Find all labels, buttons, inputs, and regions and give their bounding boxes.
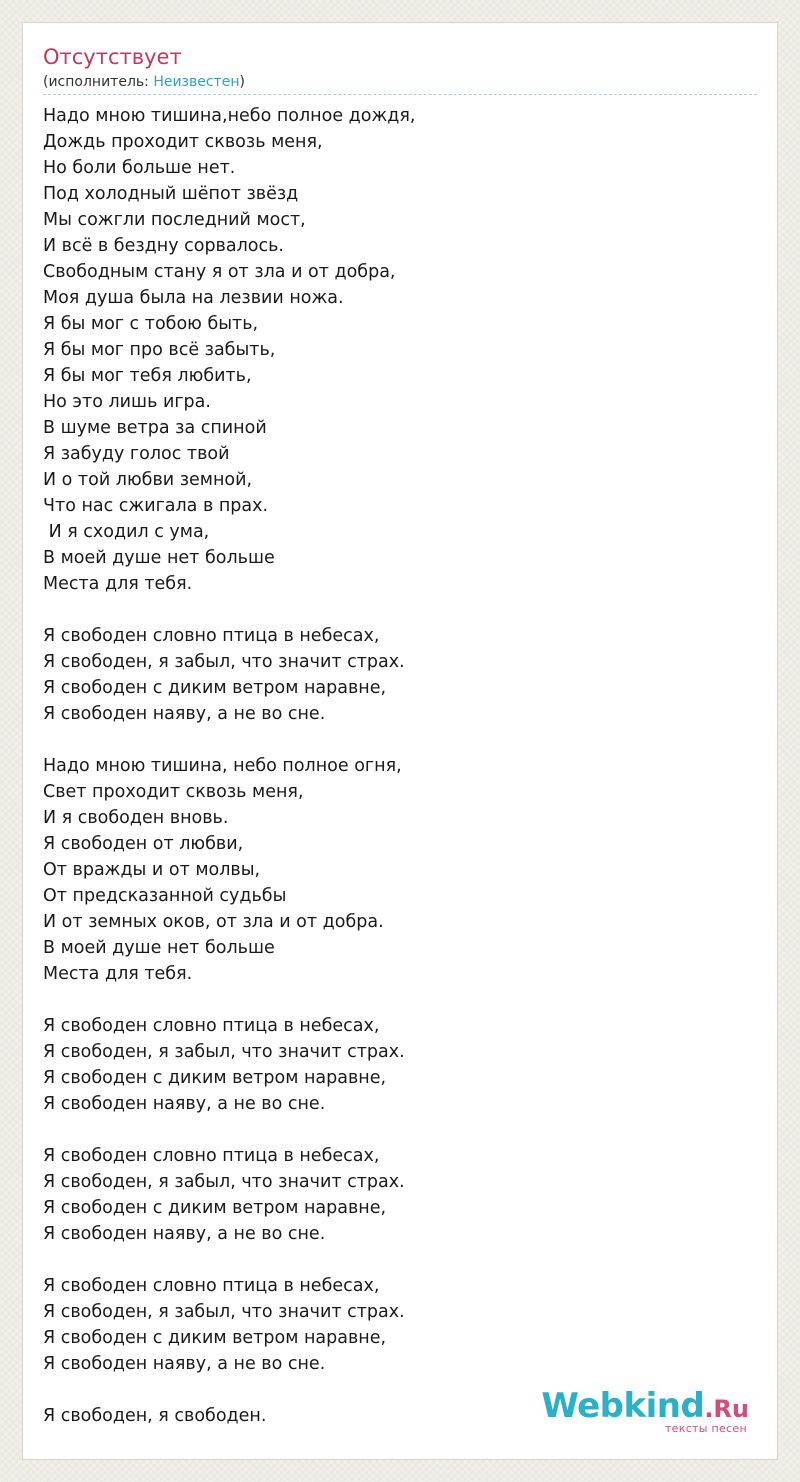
artist-line [43,74,245,90]
lyrics-text: Надо мною тишина,небо полное дождя, Дождь проходит сквозь меня, Но боли больше нет. Под холодный шёпот звёзд Мы сожгли последний мост, И всё в бездну сорвалось. Свободным стану я от зла и от добра, Моя душа была на лезвии ножа. Я бы мог с тобою быть, Я бы мог про всё забыть, Я бы мог тебя любить, Но это лишь игра. В шуме ветра за спиной Я забуду голос твой И о той любви земной, Что нас сжигала в прах. И я сходил с ума, В моей душе нет больше Места для тебя. Я свободен словно птица в небесах, Я свободен, я забыл, что значит страх. Я свободен с диким ветром наравне, Я свободен наяву, а не во сне. Надо мною тишина, небо полное огня, Свет проходит сквозь меня, И я свободен вновь. Я свободен от любви, От вражды и от молвы, От предсказанной судьбы И от земных оков, от зла и от добра. В моей душе нет больше Места для тебя. Я свободен словно птица в небесах, Я свободен, я забыл, что значит страх. Я свободен с диким ветром наравне, Я свободен наяву, а не во сне. Я свободен словно птица в небесах, Я свободен, я забыл, что значит страх. Я свободен с диким ветром наравне, Я свободен наяву, а не во сне. Я свободен словно птица в небесах, Я свободен, я забыл, что значит страх. Я свободен с диким ветром наравне, Я свободен наяву, а не во сне. Я свободен, я свободен. [43,106,416,1426]
song-title: Отсутствует [43,45,182,69]
artist-link[interactable]: Неизвестен [153,74,240,90]
logo-tld: .Ru [704,1395,749,1423]
title-divider [43,94,757,95]
logo-tagline: тексты песен [664,1422,747,1435]
artist-suffix: ) [239,74,245,90]
logo-name: Webkind [541,1386,705,1426]
artist-prefix: (исполнитель: [43,74,154,90]
site-logo[interactable] [541,1386,749,1435]
lyrics-card [22,22,778,1460]
